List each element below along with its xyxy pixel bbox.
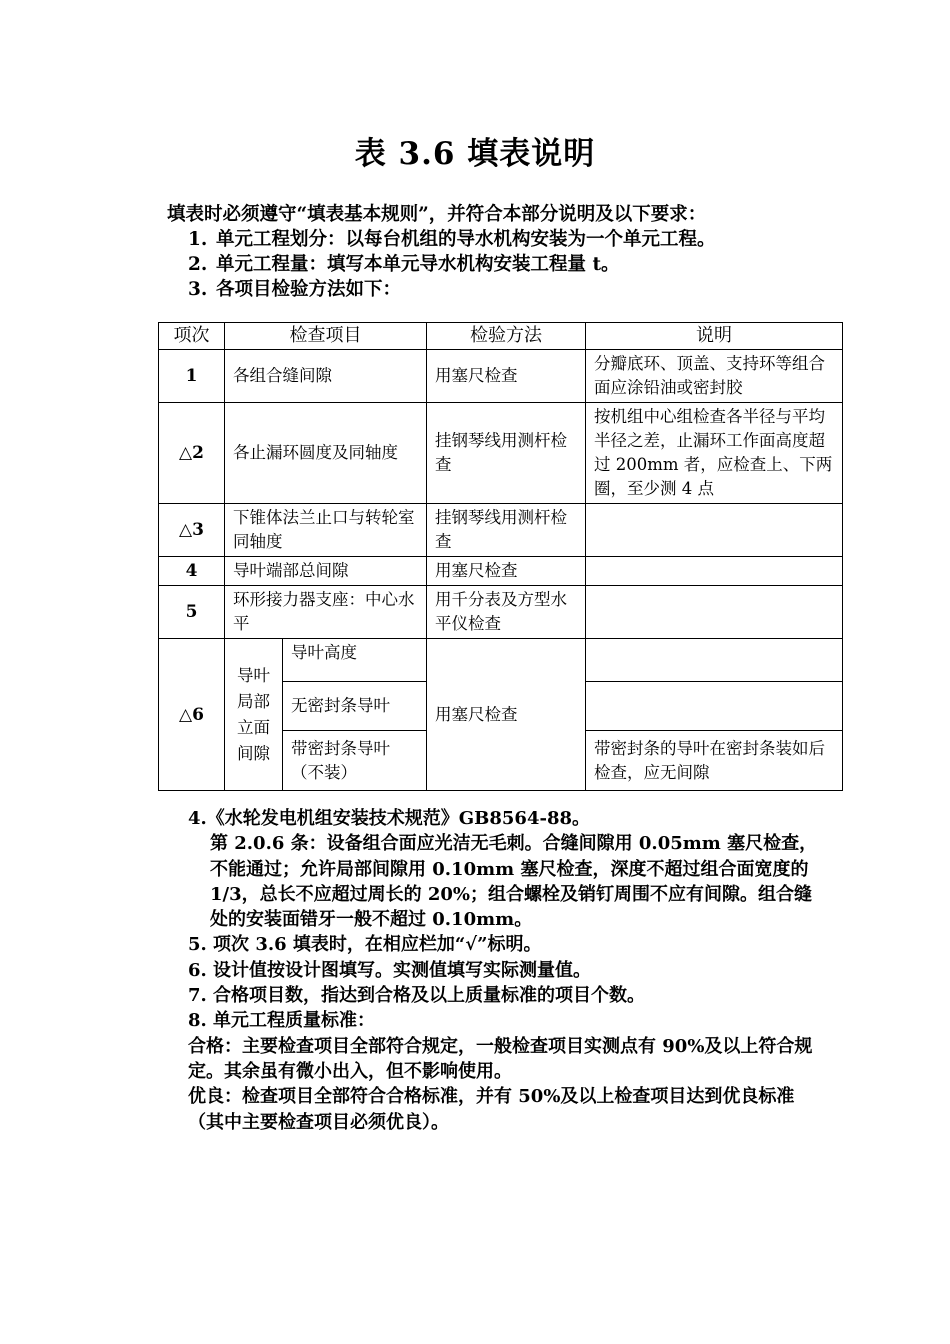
requirement-number: 2. — [188, 254, 208, 275]
notes-section — [188, 806, 818, 1135]
table-row — [159, 557, 843, 586]
row-note — [586, 639, 843, 682]
requirement-text: 各项目检验方法如下： — [216, 279, 402, 300]
row-group-label: 导叶局部立面间隙 — [225, 639, 283, 791]
requirement-text: 单元工程划分：以每台机组的导水机构安装为一个单元工程。 — [216, 229, 716, 250]
note-6: 6. 设计值按设计图填写。实测值填写实际测量值。 — [188, 959, 592, 981]
row-item: 下锥体法兰止口与转轮室同轴度 — [225, 504, 427, 557]
row-item: 各组合缝间隙 — [225, 350, 427, 403]
table-row — [159, 403, 843, 504]
requirement-3 — [188, 275, 401, 301]
row-item: 各止漏环圆度及同轴度 — [225, 403, 427, 504]
requirement-2 — [188, 250, 620, 276]
row-index: △3 — [159, 504, 225, 557]
table-row — [159, 350, 843, 403]
requirement-number: 3. — [188, 279, 208, 300]
table-row — [159, 586, 843, 639]
inspection-table — [158, 322, 843, 791]
table-row — [159, 504, 843, 557]
row-sub-item: 导叶高度 — [283, 639, 427, 682]
row-method: 用千分表及方型水平仪检查 — [427, 586, 586, 639]
row-note — [586, 557, 843, 586]
header-note: 说明 — [586, 323, 843, 350]
note-5: 5. 项次 3.6 填表时，在相应栏加“√”标明。 — [188, 934, 542, 956]
requirement-text: 单元工程量：填写本单元导水机构安装工程量 t。 — [216, 254, 620, 275]
row-method: 挂钢琴线用测杆检查 — [427, 504, 586, 557]
row-sub-item: 无密封条导叶 — [283, 682, 427, 731]
row-sub-item: 带密封条导叶（不装） — [283, 731, 427, 791]
row-method: 挂钢琴线用测杆检查 — [427, 403, 586, 504]
row-index: △6 — [159, 639, 225, 791]
header-index: 项次 — [159, 323, 225, 350]
note-7: 7. 合格项目数，指达到合格及以上质量标准的项目个数。 — [188, 985, 646, 1007]
row-note — [586, 682, 843, 731]
row-item: 环形接力器支座：中心水平 — [225, 586, 427, 639]
row-note: 按机组中心组检查各半径与平均半径之差，止漏环工作面高度超过 200mm 者，应检查上、下两圈，至少测 4 点 — [586, 403, 843, 504]
intro-text: 填表时必须遵守“填表基本规则”，并符合本部分说明及以下要求： — [167, 204, 707, 225]
row-note — [586, 504, 843, 557]
row-index: 5 — [159, 586, 225, 639]
row-note: 带密封条的导叶在密封条装如后检查，应无间隙 — [586, 731, 843, 791]
header-item: 检查项目 — [225, 323, 427, 350]
row-method: 用塞尺检查 — [427, 639, 586, 791]
row-index: 1 — [159, 350, 225, 403]
requirement-1 — [188, 225, 716, 251]
note-8: 8. 单元工程质量标准： — [188, 1010, 376, 1032]
row-note — [586, 586, 843, 639]
standard-pass: 合格：主要检查项目全部符合规定，一般检查项目实测点有 90%及以上符合规定。其余虽有微小出入，但不影响使用。 — [188, 1035, 813, 1082]
table-header-row — [159, 323, 843, 350]
row-method: 用塞尺检查 — [427, 557, 586, 586]
standard-excellent: 优良：检查项目全部符合合格标准，并有 50%及以上检查项目达到优良标准（其中主要检查项目必须优良）。 — [188, 1086, 795, 1133]
row-note: 分瓣底环、顶盖、支持环等组合面应涂铅油或密封胶 — [586, 350, 843, 403]
requirement-number: 1. — [188, 229, 208, 250]
note-4-body: 第 2.0.6 条：设备组合面应光洁无毛刺。合缝间隙用 0.05mm 塞尺检查，不能通过；允许局部间隙用 0.10mm 塞尺检查，深度不超过组合面宽度的 1/3，总长不应超过周长的 20%；组合螺栓及销钉周围不应有间隙。组合缝处的安装面错牙一般不超过 0.10mm。 — [210, 833, 818, 931]
row-method: 用塞尺检查 — [427, 350, 586, 403]
row-index: 4 — [159, 557, 225, 586]
header-method: 检验方法 — [427, 323, 586, 350]
page-title: 表 3.6 填表说明 — [354, 136, 596, 172]
table-row — [159, 639, 843, 682]
row-index: △2 — [159, 403, 225, 504]
note-4-heading: 4.《水轮发电机组安装技术规范》GB8564-88。 — [188, 808, 590, 829]
row-item: 导叶端部总间隙 — [225, 557, 427, 586]
